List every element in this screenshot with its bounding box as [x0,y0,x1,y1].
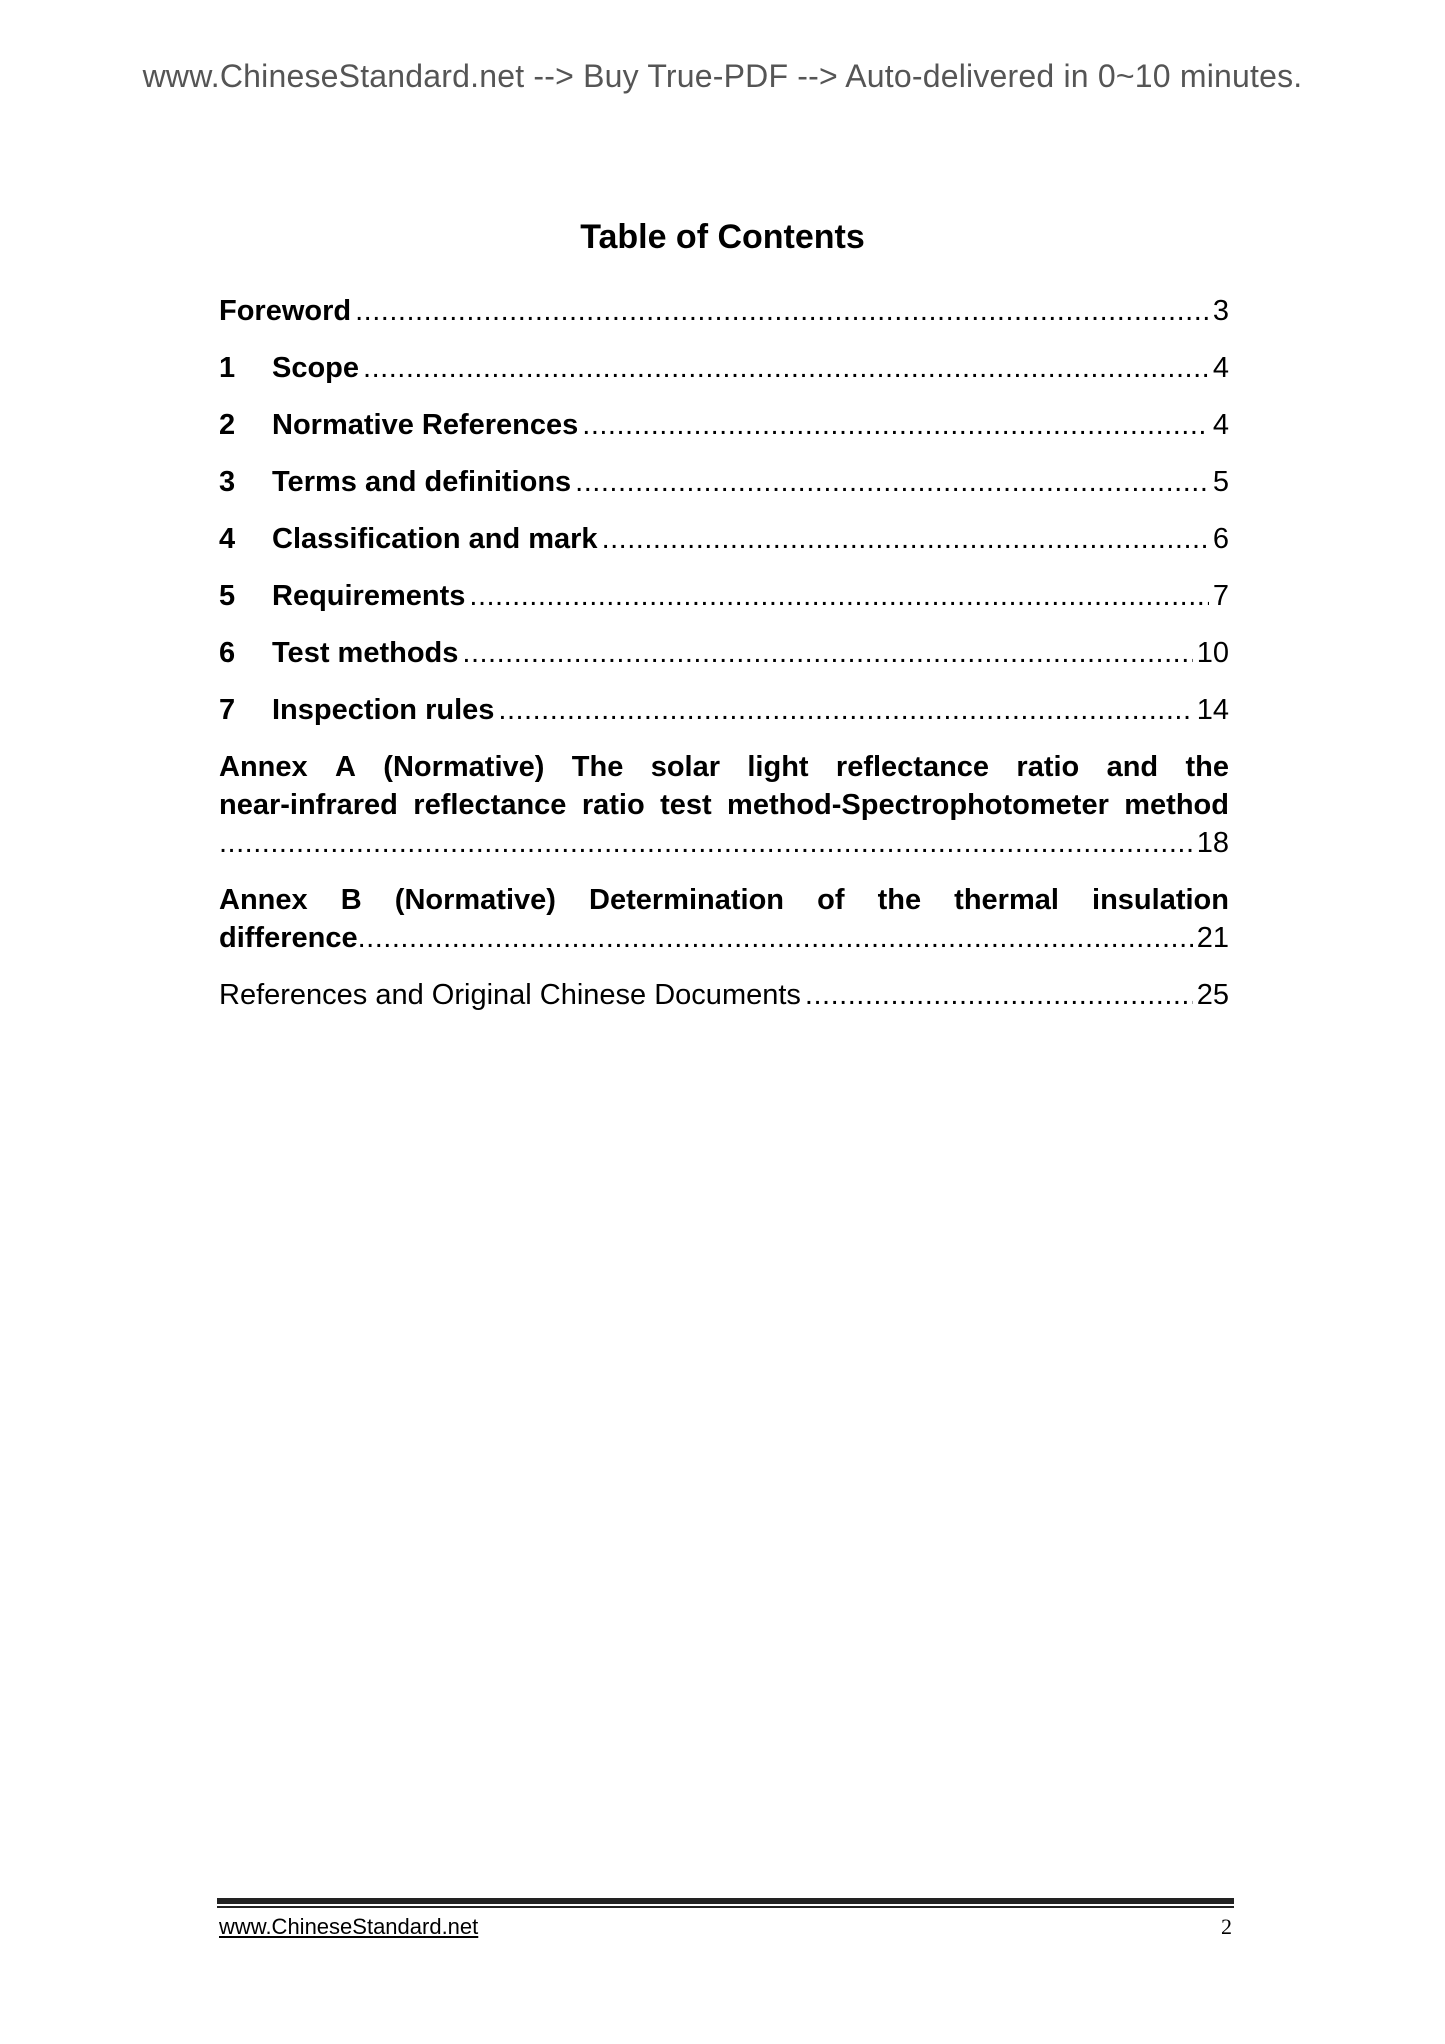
annex-a-word: test [660,789,712,821]
toc-entry-label: Normative References [272,409,579,441]
toc-entry-page: 10 [1196,637,1229,669]
toc-entry-scope[interactable] [219,349,1229,387]
annex-a-word: ratio [581,789,645,821]
toc-entry-number: 4 [219,523,236,555]
dot-leader [355,292,1209,330]
dot-leader [575,463,1209,501]
toc-entry-requirements[interactable] [219,577,1229,615]
annex-a-title-line-2 [219,786,1229,824]
annex-a-word: A [334,751,356,783]
toc-entry-label: Test methods [272,637,459,669]
annex-a-word: the [1185,751,1229,783]
annex-b-title-line-1 [219,881,1229,919]
toc-entry-label: Foreword [219,295,352,327]
dot-leader [582,406,1209,444]
dot-leader [602,520,1209,558]
toc-entry-number: 7 [219,694,236,726]
toc-entry-label: References and Original Chinese Documents [219,979,801,1011]
toc-entry-annex-b[interactable] [219,881,1229,957]
dot-leader [363,349,1209,387]
dot-leader [805,976,1193,1014]
toc-entry-page: 5 [1212,466,1229,498]
header-banner: www.ChineseStandard.net --> Buy True-PDF --> Auto-delivered in 0~10 minutes. [142,58,1303,94]
toc-title: Table of Contents [580,218,865,256]
toc-entry-terms-and-definitions[interactable] [219,463,1229,501]
toc-entry-page: 21 [1196,922,1229,954]
annex-b-word: (Normative) [394,884,556,916]
toc-entry-number: 5 [219,580,236,612]
toc-entry-test-methods[interactable] [219,634,1229,672]
footer-page-number: 2 [1221,1914,1232,1939]
toc-entry-normative-references[interactable] [219,406,1229,444]
table-of-contents [219,292,1229,1033]
annex-a-word: method-Spectrophotometer [727,789,1109,821]
annex-a-word: near-infrared [219,789,398,821]
annex-b-word: B [340,884,362,916]
toc-entry-page: 7 [1212,580,1229,612]
toc-entry-annex-a[interactable] [219,748,1229,862]
toc-entry-page: 6 [1212,523,1229,555]
toc-entry-inspection-rules[interactable] [219,691,1229,729]
toc-entry-label: Terms and definitions [272,466,572,498]
annex-a-word: reflectance [413,789,567,821]
toc-entry-page: 25 [1196,979,1229,1011]
dot-leader [498,691,1192,729]
toc-entry-references[interactable] [219,976,1229,1014]
annex-a-word: light [747,751,809,783]
annex-a-word: ratio [1016,751,1080,783]
dot-leader [219,824,1193,862]
annex-a-word: and [1106,751,1159,783]
toc-entry-number: 6 [219,637,236,669]
dot-leader [469,577,1208,615]
footer-rule [217,1898,1234,1904]
toc-entry-page: 3 [1212,295,1229,327]
toc-entry-classification-and-mark[interactable] [219,520,1229,558]
annex-a-word: The [571,751,624,783]
toc-entry-label: Requirements [272,580,466,612]
annex-a-word: solar [650,751,721,783]
toc-entry-page: 18 [1196,827,1229,859]
toc-entry-number: 2 [219,409,236,441]
annex-a-word: Annex [219,751,308,783]
annex-b-word: thermal [954,884,1059,916]
annex-a-title-line-1 [219,748,1229,786]
toc-entry-label: Classification and mark [272,523,598,555]
annex-a-word: method [1124,789,1229,821]
toc-entry-page: 4 [1212,352,1229,384]
annex-b-word: of [817,884,845,916]
footer-website-link[interactable]: www.ChineseStandard.net [219,1914,479,1939]
annex-b-word: Annex [219,884,308,916]
toc-entry-label: Scope [272,352,360,384]
toc-entry-number: 1 [219,352,236,384]
toc-entry-label: difference [219,922,358,954]
toc-entry-foreword[interactable] [219,292,1229,330]
dot-leader [462,634,1192,672]
annex-b-word: the [877,884,922,916]
footer-rule-thin [217,1906,1234,1908]
toc-entry-label: Inspection rules [272,694,495,726]
dot-leader [358,919,1193,957]
annex-b-word: Determination [589,884,785,916]
toc-entry-page: 14 [1196,694,1229,726]
annex-b-word: insulation [1092,884,1229,916]
toc-entry-page: 4 [1212,409,1229,441]
toc-entry-number: 3 [219,466,236,498]
annex-a-word: (Normative) [383,751,545,783]
annex-a-word: reflectance [835,751,990,783]
